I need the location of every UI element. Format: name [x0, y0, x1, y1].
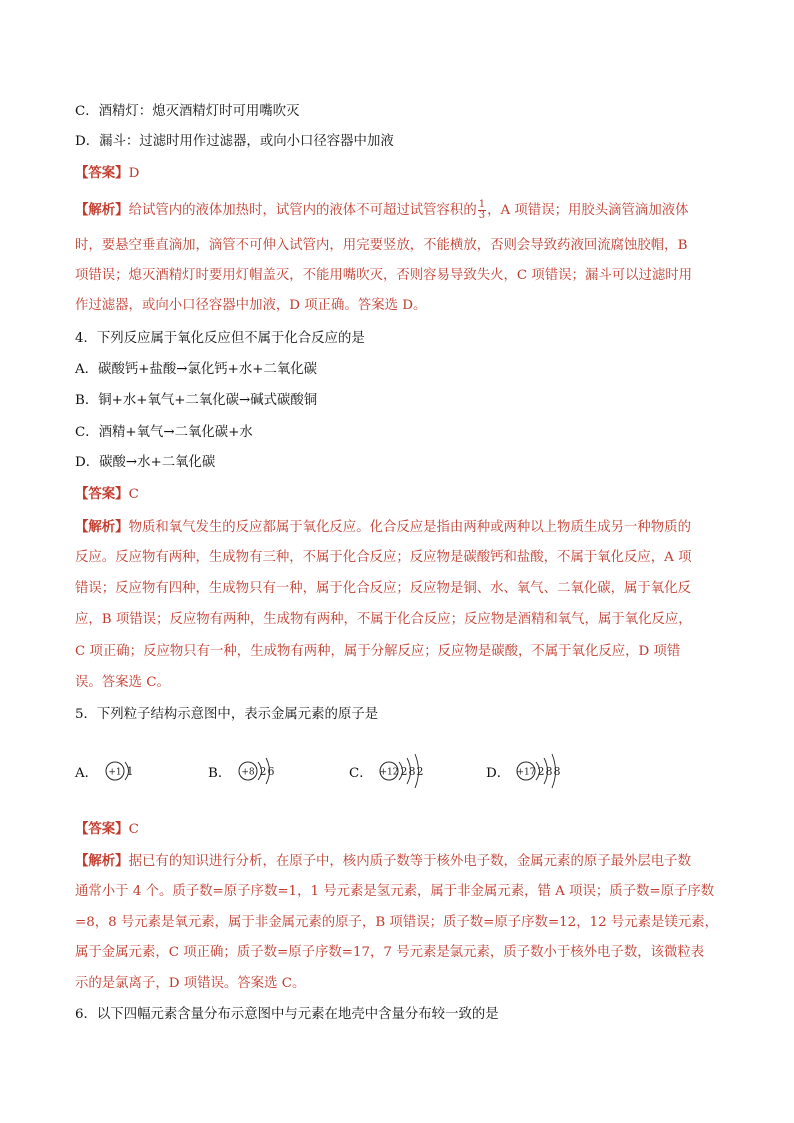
- answer-value: C: [128, 822, 139, 837]
- analysis-3-line-3: 项错误；熄灭酒精灯时要用灯帽盖灭，不能用嘴吹灭，否则容易导致失火，C 项错误；漏斗可以过滤时用: [75, 268, 693, 283]
- atom-diagram-svg: [105, 752, 195, 792]
- analysis-3-line-2: 时，要悬空垂直滴加，滴管不可伸入试管内，用完要竖放，不能横放，否则会导致药液回流腐蚀胶帽，B: [75, 238, 688, 253]
- atom-diagram-svg: [238, 752, 328, 792]
- analysis-4-line-6: 误。答案选 C。: [75, 675, 170, 690]
- analysis-3-line-1: [75, 200, 689, 221]
- electron-count: 8: [553, 765, 561, 778]
- electron-count: 1: [126, 765, 134, 778]
- analysis-5-line-1: [75, 852, 691, 871]
- answer-value: C: [128, 487, 139, 502]
- analysis-5-line-3: =8，8 号元素是氧元素，属于非金属元素的原子，B 项错误；质子数=原子序数=12，12 号元素是镁元素，: [75, 915, 719, 930]
- analysis-tag: 【解析】: [75, 202, 129, 218]
- answer-4: [75, 485, 139, 504]
- atom-diagram-label: D．: [486, 766, 511, 781]
- option-d-funnel: D．漏斗：过滤时用作过滤器，或向小口径容器中加液: [75, 134, 394, 149]
- analysis-4-line-5: C 项正确；反应物只有一种，生成物有两种，属于分解反应；反应物是碳酸，不属于氧化反应，D 项错: [75, 644, 681, 659]
- analysis-5-line-4: 属于金属元素，C 项正确；质子数=原子序数=17，7 号元素是氯元素，质子数小于核外电子数，该微粒表: [75, 945, 705, 960]
- analysis-text: ，A 项错误；用胶头滴管滴加液体: [487, 203, 689, 218]
- fraction-one-third: [478, 200, 486, 221]
- atom-diagram-label: B．: [208, 766, 232, 781]
- question-6: 6．以下四幅元素含量分布示意图中与元素在地壳中含量分布较一致的是: [75, 1007, 499, 1022]
- answer-5: [75, 820, 139, 839]
- analysis-tag: 【解析】: [75, 853, 129, 869]
- analysis-4-line-3: 错误；反应物有四种，生成物只有一种，属于化合反应；反应物是铜、水、氧气、二氧化碳，属于氧化反: [75, 581, 691, 596]
- electron-count: 6: [267, 765, 275, 778]
- electron-count: 2: [537, 765, 545, 778]
- question-4-option-b: B．铜+水+氧气+二氧化碳→碱式碳酸铜: [75, 393, 318, 408]
- analysis-5-line-5: 示的是氯离子，D 项错误。答案选 C。: [75, 976, 306, 991]
- analysis-tag: 【解析】: [75, 519, 129, 535]
- atom-diagram-svg: [516, 752, 606, 792]
- fraction-numerator: 1: [478, 199, 486, 210]
- question-4-option-a: A．碳酸钙+盐酸→氯化钙+水+二氧化碳: [75, 362, 318, 377]
- analysis-3-line-4: 作过滤器，或向小口径容器中加液，D 项正确。答案选 D。: [75, 298, 427, 313]
- electron-count: 2: [259, 765, 267, 778]
- analysis-4-line-1: [75, 518, 691, 537]
- question-5: 5．下列粒子结构示意图中，表示金属元素的原子是: [75, 707, 379, 722]
- analysis-text: 据已有的知识进行分析，在原子中，核内质子数等于核外电子数，金属元素的原子最外层电子数: [128, 854, 691, 869]
- analysis-4-line-4: 应，B 项错误；反应物有两种，生成物有两种，不属于化合反应；反应物是酒精和氧气，属于氧化反应，: [75, 612, 692, 627]
- electron-count: 2: [400, 765, 408, 778]
- analysis-4-line-2: 反应。反应物有两种，生成物有三种，不属于化合反应；反应物是碳酸钙和盐酸，不属于氧化反应，A 项: [75, 550, 692, 565]
- question-4-option-d: D．碳酸→水+二氧化碳: [75, 455, 216, 470]
- question-4: 4．下列反应属于氧化反应但不属于化合反应的是: [75, 331, 365, 346]
- analysis-text: 物质和氧气发生的反应都属于氧化反应。化合反应是指由两种或两种以上物质生成另一种物质的: [128, 520, 691, 535]
- answer-value: D: [128, 166, 140, 181]
- option-c-alcohol-lamp: C．酒精灯：熄灭酒精灯时可用嘴吹灭: [75, 104, 300, 119]
- answer-tag: 【答案】: [75, 821, 129, 837]
- atom-diagram-label: C．: [349, 766, 373, 781]
- electron-count: 8: [545, 765, 553, 778]
- analysis-5-line-2: 通常小于 4 个。质子数=原子序数=1，1 号元素是氢元素，属于非金属元素，错 A 项误；质子数=原子序数: [75, 884, 715, 899]
- nucleus-charge: +1: [108, 767, 122, 778]
- atom-diagram-label: A．: [75, 766, 99, 781]
- nucleus-charge: +12: [379, 767, 399, 778]
- answer-3: [75, 164, 139, 183]
- atom-diagram-svg: [379, 752, 469, 792]
- fraction-denominator: 3: [478, 210, 486, 221]
- nucleus-charge: +17: [516, 767, 536, 778]
- answer-tag: 【答案】: [75, 165, 129, 181]
- question-4-option-c: C．酒精+氧气→二氧化碳+水: [75, 425, 253, 440]
- answer-tag: 【答案】: [75, 486, 129, 502]
- nucleus-charge: +8: [241, 767, 255, 778]
- electron-count: 2: [416, 765, 424, 778]
- electron-count: 8: [408, 765, 416, 778]
- analysis-text: 给试管内的液体加热时，试管内的液体不可超过试管容积的: [128, 203, 477, 218]
